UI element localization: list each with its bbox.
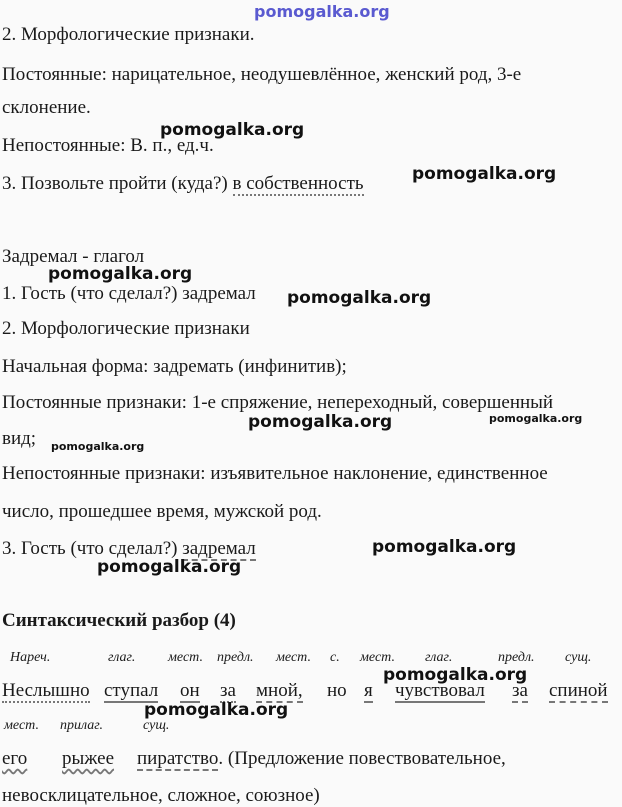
- watermark-8: pomogalka.org: [372, 537, 517, 557]
- word-predicate-2: чувствовал: [395, 680, 485, 701]
- permanent-features-2: Постоянные признаки: 1-е спряжение, непереходный, совершенный: [2, 392, 554, 413]
- syntax-role-1: [2, 173, 364, 195]
- pos-label: предл.: [217, 650, 254, 665]
- word-adjective: рыжее: [62, 748, 115, 769]
- pos-label: мест.: [4, 718, 39, 733]
- aspect-text: вид;: [2, 428, 37, 449]
- nonpermanent-features-2: Непостоянные признаки: изъявительное наклонение, единственное: [2, 463, 548, 484]
- morph-heading-1: 2. Морфологические признаки.: [2, 24, 255, 45]
- watermark-6: pomogalka.org: [248, 412, 393, 432]
- word-predicate-1: ступал: [104, 680, 159, 701]
- word-adverb: Неслышно: [2, 680, 90, 701]
- initial-form: Начальная форма: задремать (инфинитив);: [2, 356, 347, 377]
- underlined-phrase-1: в собственность: [232, 173, 364, 194]
- word-noun-2: пиратство. (Предложение повествовательное,: [137, 748, 506, 769]
- sentence-description-end: невосклицательное, сложное, союзное): [2, 785, 320, 806]
- pos-label: Нареч.: [10, 650, 51, 665]
- watermark-1: pomogalka.org: [160, 120, 305, 140]
- watermark-2: pomogalka.org: [412, 164, 557, 184]
- permanent-features-1: Постоянные: нарицательное, неодушевлённое, женский род, 3-е: [2, 64, 522, 85]
- watermark-3: pomogalka.org: [48, 264, 193, 284]
- watermark-9: pomogalka.org: [97, 557, 242, 577]
- verb-word: задремал: [182, 283, 256, 304]
- watermark-top: pomogalka.org: [254, 2, 390, 21]
- word-preposition-2: за: [512, 680, 528, 701]
- syntax-role-2-prefix: 3. Гость (что сделал?): [2, 538, 183, 559]
- watermark-7: pomogalka.org: [489, 412, 583, 425]
- pos-label: мест.: [168, 650, 203, 665]
- tense-gender-text: число, прошедшее время, мужской род.: [2, 501, 322, 522]
- verb-title: Задремал - глагол: [2, 246, 145, 267]
- pos-label: мест.: [276, 650, 311, 665]
- syntax-role-1-prefix: 3. Позвольте пройти (куда?): [2, 173, 233, 194]
- watermark-4: pomogalka.org: [287, 288, 432, 308]
- underlined-predicate: задремал: [182, 538, 256, 559]
- word-pronoun-2: его: [2, 748, 28, 769]
- word-noun-1: спиной: [549, 680, 608, 701]
- watermark-11: pomogalka.org: [144, 700, 289, 720]
- sentence-description: . (Предложение повествовательное,: [218, 748, 506, 769]
- word-preposition-1: за: [220, 680, 236, 701]
- pos-label: сущ.: [565, 650, 592, 665]
- watermark-10: pomogalka.org: [383, 665, 528, 685]
- pos-label: прилаг.: [60, 718, 104, 733]
- pos-label: предл.: [498, 650, 535, 665]
- pos-label: сущ.: [143, 718, 170, 733]
- morph-heading-2: 2. Морфологические признаки: [2, 318, 250, 339]
- pos-label: с.: [330, 650, 340, 665]
- declension-text: склонение.: [2, 97, 91, 118]
- word-subject-2: я: [364, 680, 373, 701]
- word-pronoun-1: мной,: [256, 680, 303, 701]
- nonpermanent-features-1: Непостоянные: В. п., ед.ч.: [2, 135, 214, 156]
- word-subject-1: он: [180, 680, 200, 701]
- verb-question-line: [2, 283, 256, 305]
- syntax-heading: Синтаксический разбор (4): [2, 610, 236, 631]
- word-conjunction: но: [327, 680, 347, 701]
- watermark-5: pomogalka.org: [51, 440, 145, 453]
- verb-question-prefix: 1. Гость (что сделал?): [2, 283, 183, 304]
- pos-label: мест.: [360, 650, 395, 665]
- pos-label: глаг.: [425, 650, 453, 665]
- pos-label: глаг.: [108, 650, 136, 665]
